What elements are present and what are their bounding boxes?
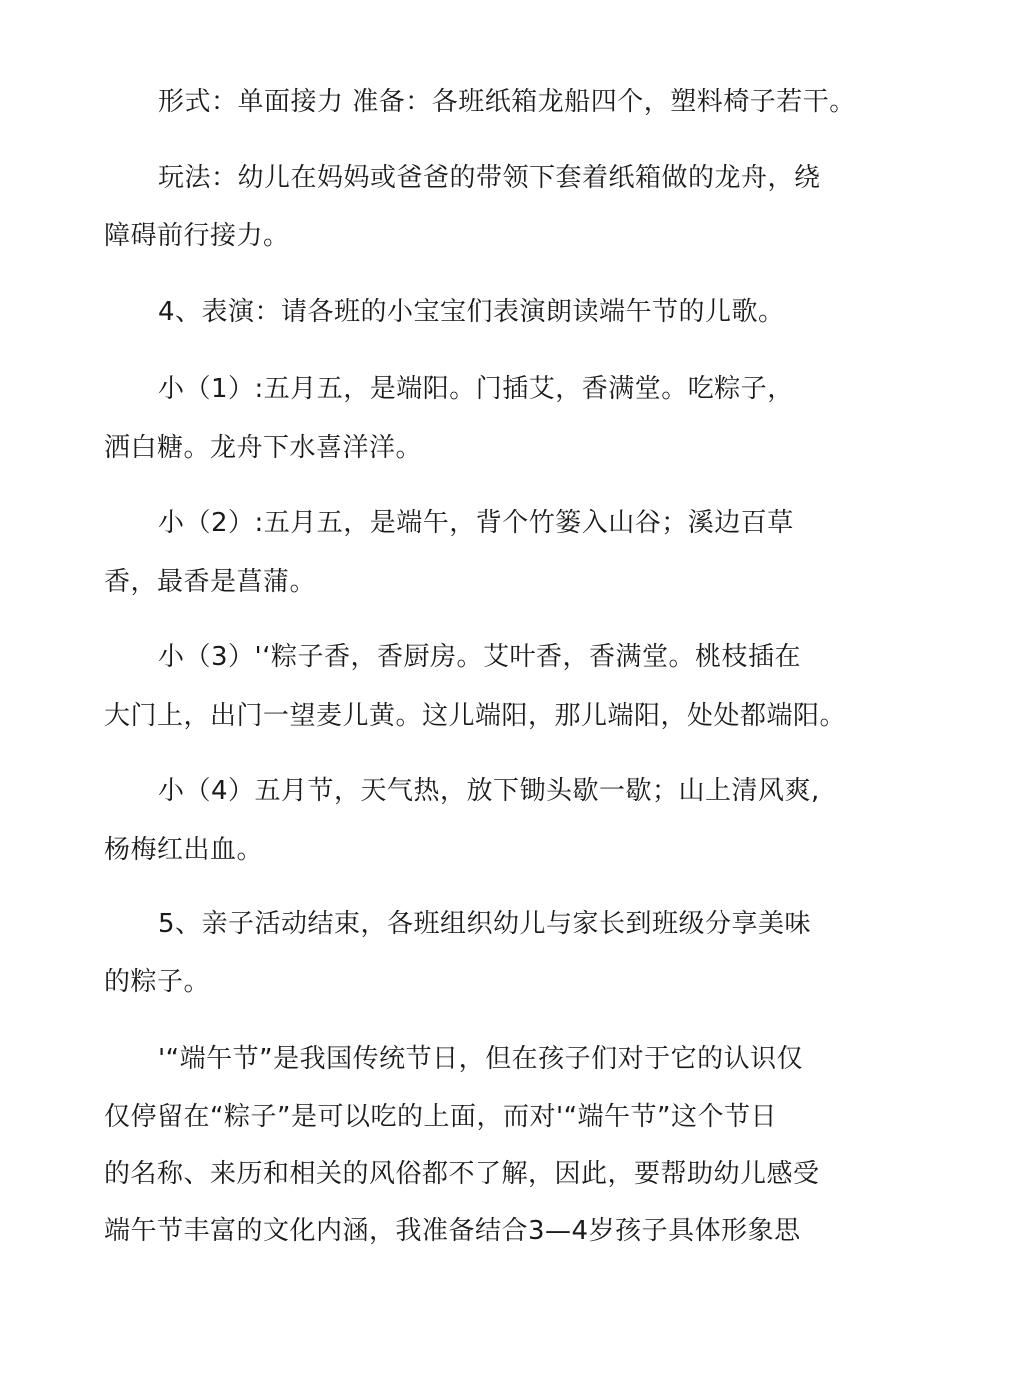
rhyme-1-line-1: 小（1）:五月五，是端阳。门插艾，香满堂。吃粽子， <box>158 374 794 404</box>
paragraph-end-line-2: 的粽子。 <box>104 967 211 997</box>
paragraph-end-line-1: 5、亲子活动结束，各班组织幼儿与家长到班级分享美味 <box>158 909 812 939</box>
rhyme-2-line-2: 香，最香是菖蒲。 <box>104 567 317 597</box>
rhyme-2-line-1: 小（2）:五月五，是端午，背个竹篓入山谷；溪边百草 <box>158 508 794 538</box>
rhyme-1-line-2: 洒白糖。龙舟下水喜洋洋。 <box>104 433 423 463</box>
paragraph-perform-line: 4、表演：请各班的小宝宝们表演朗读端午节的儿歌。 <box>158 297 785 327</box>
paragraph-reflection-line-2: 仅停留在“粽子”是可以吃的上面，而对'“端午节”这个节日 <box>104 1102 778 1132</box>
paragraph-reflection-line-4: 端午节丰富的文化内涵，我准备结合3—4岁孩子具体形象思 <box>104 1216 801 1246</box>
paragraph-reflection-line-3: 的名称、来历和相关的风俗都不了解，因此，要帮助幼儿感受 <box>104 1159 820 1189</box>
rhyme-3-line-2: 大门上，出门一望麦儿黄。这儿端阳，那儿端阳，处处都端阳。 <box>104 701 847 731</box>
paragraph-play-line-1: 玩法：幼儿在妈妈或爸爸的带领下套着纸箱做的龙舟，绕 <box>158 163 821 193</box>
paragraph-format-line: 形式：单面接力 准备：各班纸箱龙船四个，塑料椅子若干。 <box>158 87 856 117</box>
paragraph-play-line-2: 障碍前行接力。 <box>104 221 290 251</box>
rhyme-4-line-1: 小（4）五月节，天气热，放下锄头歇一歇；山上清风爽, <box>158 776 820 806</box>
paragraph-reflection-line-1: '“端午节”是我国传统节日，但在孩子们对于它的认识仅 <box>158 1044 804 1074</box>
rhyme-4-line-2: 杨梅红出血。 <box>104 835 264 865</box>
rhyme-3-line-1: 小（3）'‘粽子香，香厨房。艾叶香，香满堂。桃枝插在 <box>158 642 801 672</box>
